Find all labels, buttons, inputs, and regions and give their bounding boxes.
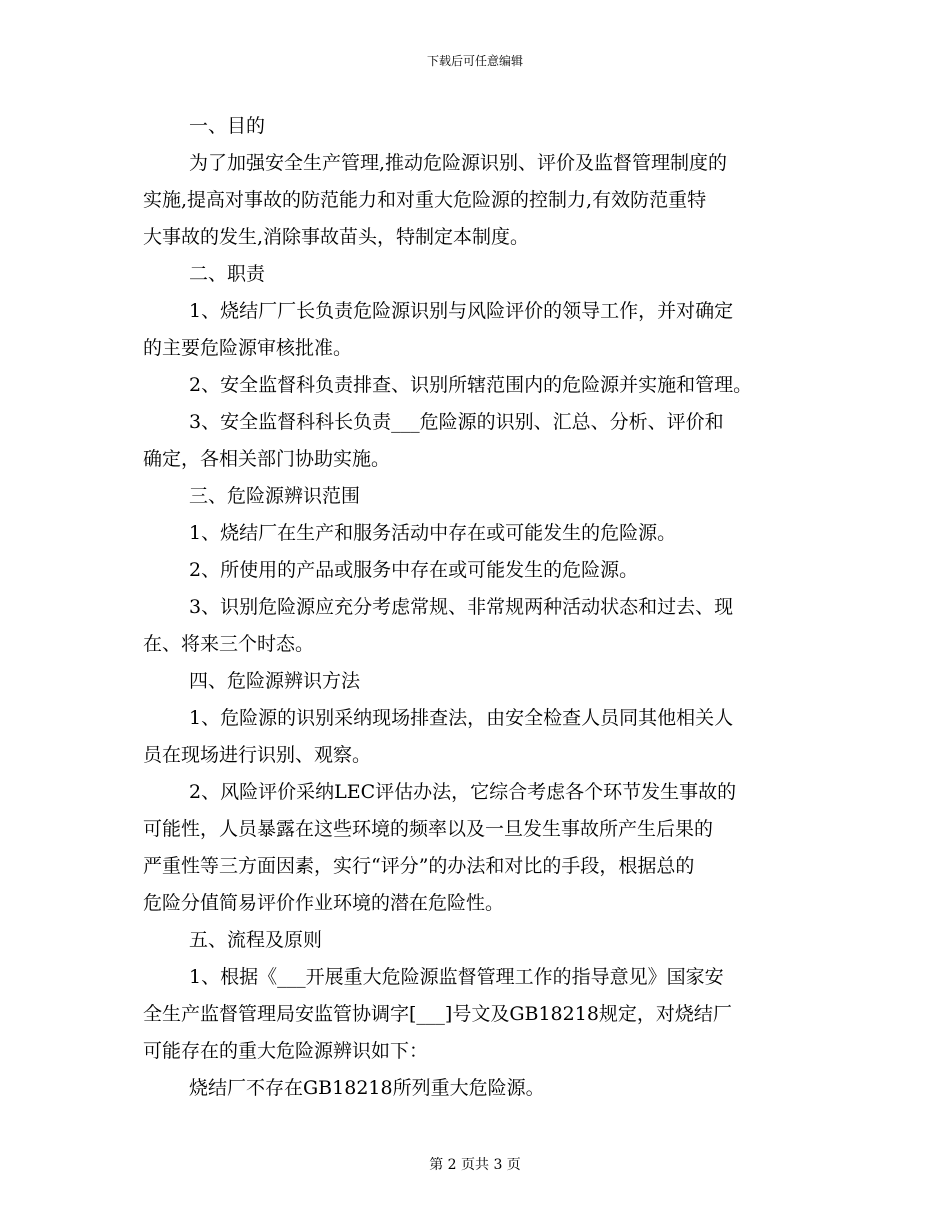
paragraph-line: 2、安全监督科负责排查、识别所辖范围内的危险源并实施和管理。 [189,374,753,396]
paragraph-line: 员在现场进行识别、观察。 [143,744,372,766]
paragraph-line: 实施,提高对事故的防范能力和对重大危险源的控制力,有效防范重特 [143,189,707,211]
section-heading-methods: 四、危险源辨识方法 [189,670,361,692]
section-heading-process: 五、流程及原则 [189,929,323,951]
paragraph-line: 2、风险评价采纳LEC评估办法，它综合考虑各个环节发生事故的 [189,781,737,803]
paragraph-line: 严重性等三方面因素，实行“评分”的办法和对比的手段，根据总的 [143,855,695,877]
paragraph-line: 在、将来三个时态。 [143,633,315,655]
paragraph-line: 烧结厂不存在GB18218所列重大危险源。 [189,1077,545,1099]
page-header: 下载后可任意编辑 [426,54,523,68]
paragraph-line: 的主要危险源审核批准。 [143,337,353,359]
section-heading-scope: 三、危险源辨识范围 [189,485,361,507]
paragraph-line: 大事故的发生,消除事故苗头，特制定本制度。 [143,226,530,248]
page-footer: 第 2 页共 3 页 [429,1157,521,1173]
paragraph-line: 1、根据《___开展重大危险源监督管理工作的指导意见》国家安 [189,966,724,988]
paragraph-line: 1、烧结厂厂长负责危险源识别与风险评价的领导工作，并对确定 [189,300,734,322]
paragraph-line: 可能存在的重大危险源辨识如下： [143,1040,429,1062]
paragraph-line: 全生产监督管理局安监管协调字[___]号文及GB18218规定，对烧结厂 [143,1003,732,1025]
paragraph-line: 为了加强安全生产管理,推动危险源识别、评价及监督管理制度的 [189,152,728,174]
paragraph-line: 3、安全监督科科长负责___危险源的识别、汇总、分析、评价和 [189,411,724,433]
section-heading-purpose: 一、目的 [189,115,266,137]
paragraph-line: 2、所使用的产品或服务中存在或可能发生的危险源。 [189,559,639,581]
section-heading-duties: 二、职责 [189,263,266,285]
paragraph-line: 确定，各相关部门协助实施。 [143,448,391,470]
document-body [143,108,808,1107]
paragraph-line: 危险分值简易评价作业环境的潜在危险性。 [143,892,505,914]
paragraph-line: 3、识别危险源应充分考虑常规、非常规两种活动状态和过去、现 [189,596,734,618]
paragraph-line: 1、烧结厂在生产和服务活动中存在或可能发生的危险源。 [189,522,677,544]
paragraph-line: 1、危险源的识别采纳现场排查法，由安全检查人员同其他相关人 [189,707,734,729]
paragraph-line: 可能性，人员暴露在这些环境的频率以及一旦发生事故所产生后果的 [143,818,714,840]
